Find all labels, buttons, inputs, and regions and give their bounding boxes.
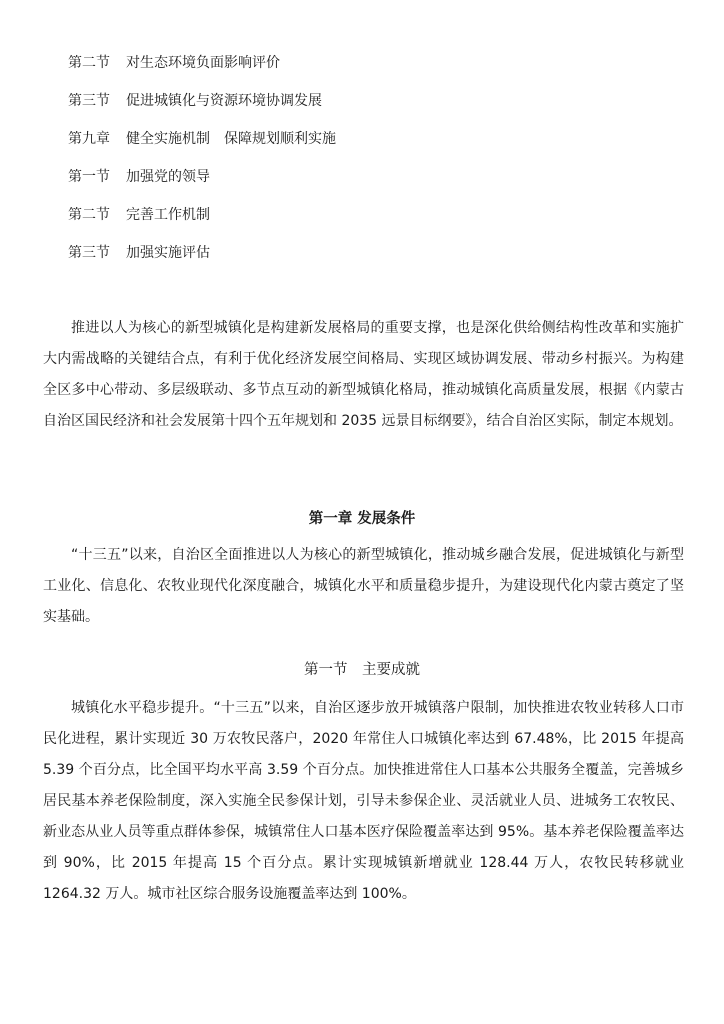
toc-entry-number: 第二节 [68,207,110,223]
intro-paragraph: 推进以人为核心的新型城镇化是构建新发展格局的重要支撑，也是深化供给侧结构性改革和实施扩大内需战略的关键结合点，有利于优化经济发展空间格局、实现区域协调发展、带动乡村振兴。为构建全区多中心带动、多层级联动、多节点互动的新型城镇化格局，推动城镇化高质量发展，根据《内蒙古自治区国民经济和社会发展第十四个五年规划和 2035 远景目标纲要》，结合自治区实际，制定本规划。 [43,320,684,429]
toc-entry-title: 对生态环境负面影响评价 [126,55,280,71]
toc-entry-title: 加强党的领导 [126,169,210,185]
toc-entry-number: 第三节 [68,93,110,109]
toc-entry-number: 第二节 [68,55,110,71]
toc-entry-number: 第三节 [68,245,110,261]
section-title: 第一节 主要成就 [304,662,420,678]
toc-entry-title: 健全实施机制 保障规划顺利实施 [126,131,336,147]
toc-entry [68,167,210,187]
toc-entry-number: 第一节 [68,169,110,185]
toc-entry-title: 加强实施评估 [126,245,210,261]
toc-entry [68,243,210,263]
section-paragraph: 城镇化水平稳步提升。“十三五”以来，自治区逐步放开城镇落户限制，加快推进农牧业转移人口市民化进程，累计实现近 30 万农牧民落户，2020 年常住人口城镇化率达到 67.48%，比 2015 年提高 5.39 个百分点，比全国平均水平高 3.59 个百分点。加快推进常住人口基本公共服务全覆盖，完善城乡居民基本养老保险制度，深入实施全民参保计划，引导未参保企业、灵活就业人员、进城务工农牧民、新业态从业人员等重点群体参保，城镇常住人口基本医疗保险覆盖率达到 95%。基本养老保险覆盖率达到 90%，比 2015 年提高 15 个百分点。累计实现城镇新增就业 128.44 万人，农牧民转移就业 1264.32 万人。城市社区综合服务设施覆盖率达到 100%。 [43,700,684,902]
chapter-paragraph: “十三五”以来，自治区全面推进以人为核心的新型城镇化，推动城乡融合发展，促进城镇化与新型工业化、信息化、农牧业现代化深度融合，城镇化水平和质量稳步提升，为建设现代化内蒙古奠定了坚实基础。 [43,547,684,625]
toc-entry [68,91,322,111]
toc-entry [68,53,280,73]
toc-entry-number: 第九章 [68,131,110,147]
toc-entry [68,205,210,225]
chapter-title: 第一章 发展条件 [308,511,416,527]
toc-entry [68,129,336,149]
toc-entry-title: 完善工作机制 [126,207,210,223]
toc-entry-title: 促进城镇化与资源环境协调发展 [126,93,322,109]
